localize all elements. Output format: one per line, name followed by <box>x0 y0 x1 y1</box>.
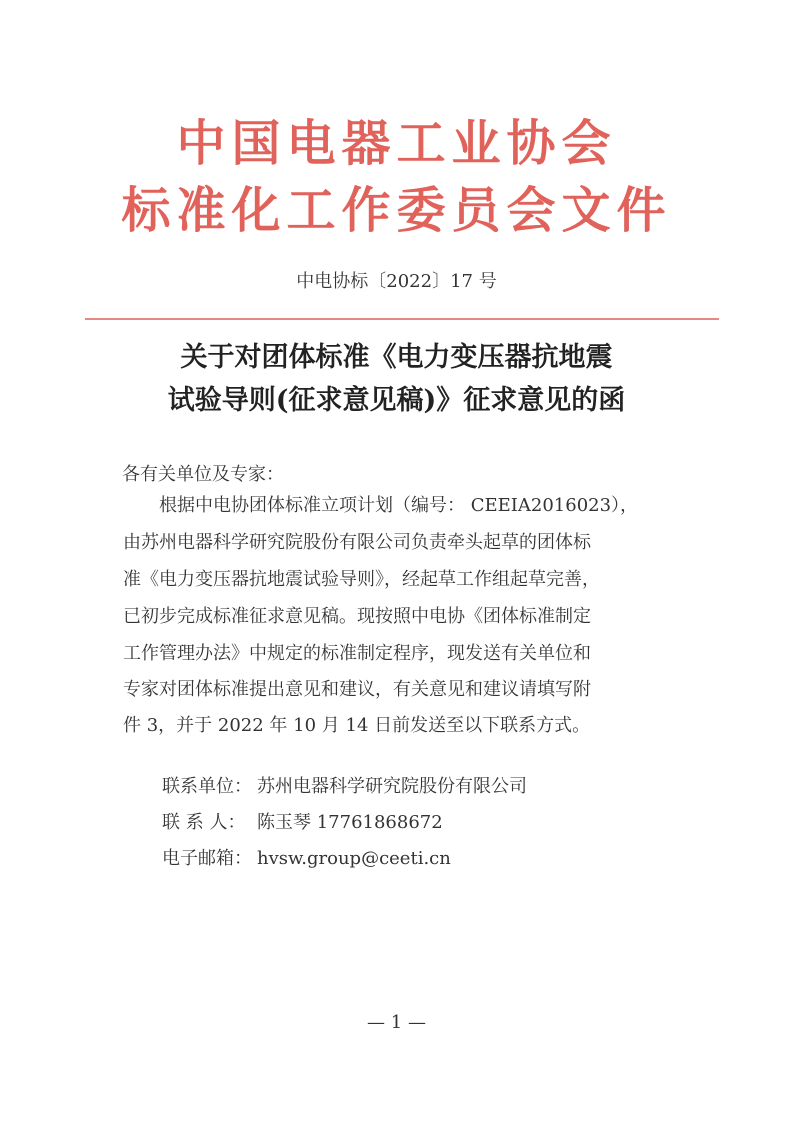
body-line: 专家对团体标准提出意见和建议，有关意见和建议请填写附 <box>123 679 591 700</box>
page-number: — 1 — <box>367 1012 426 1033</box>
body-line: 工作管理办法》中规定的标准制定程序，现发送有关单位和 <box>123 643 591 664</box>
body-line: 根据中电协团体标准立项计划（编号： CEEIA2016023）， <box>123 495 639 516</box>
document-number: 中电协标〔2022〕17 号 <box>296 271 497 292</box>
body-line: 已初步完成标准征求意见稿。现按照中电协《团体标准制定 <box>123 606 591 627</box>
contact-person-value: 陈玉琴 17761868672 <box>257 812 443 833</box>
salutation: 各有关单位及专家： <box>122 464 284 485</box>
document-header-title-line-2: 标准化工作委员会文件 <box>121 182 672 239</box>
body-line: 由苏州电器科学研究院股份有限公司负责牵头起草的团体标 <box>123 532 591 553</box>
subject-line-1: 关于对团体标准《电力变压器抗地震 <box>180 342 613 373</box>
contact-unit-value: 苏州电器科学研究院股份有限公司 <box>257 776 527 797</box>
body-line: 准《电力变压器抗地震试验导则》，经起草工作组起草完善， <box>123 569 600 590</box>
contact-unit-label: 联系单位： <box>162 776 252 797</box>
contact-unit <box>162 772 527 798</box>
header-divider <box>85 318 719 320</box>
body-line: 件 3，并于 2022 年 10 月 14 日前发送至以下联系方式。 <box>123 715 591 736</box>
contact-email-label: 电子邮箱： <box>162 848 252 869</box>
contact-person <box>162 808 443 834</box>
document-header-title-line-1: 中国电器工业协会 <box>176 115 617 172</box>
subject-line-2: 试验导则(征求意见稿)》征求意见的函 <box>167 385 626 416</box>
contact-email-value: hvsw.group@ceeti.cn <box>257 848 451 869</box>
contact-person-label: 联 系 人： <box>162 812 246 833</box>
contact-email <box>162 844 451 870</box>
